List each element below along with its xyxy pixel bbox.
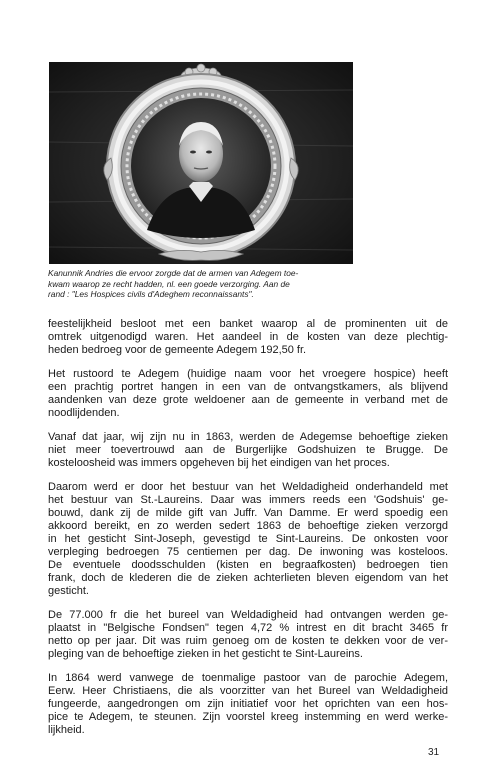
text-line: niet meer toevertrouwd aan de Burgerlijke Godshuizen te Brugge. De [48, 444, 448, 456]
text-line: verpleging bedroegen 75 centiemen per dag. De inwoning was kosteloos. [48, 546, 448, 558]
text-line: frank, doch de klederen die de zieken achterlieten bleven eigendom van het [48, 572, 448, 584]
text-line: De eventuele doodsschulden (kisten en begraafkosten) bedroegen tien [48, 559, 448, 571]
text-line: Vanaf dat jaar, wij zijn nu in 1863, werden de Adegemse behoeftige zieken [48, 431, 448, 443]
portrait-photo [49, 62, 353, 264]
paragraph [48, 431, 448, 470]
text-line: Eerw. Heer Christiaens, die als voorzitter van het Bureel van Weldadigheid [48, 685, 448, 697]
text-line: plaatst in "Belgische Fondsen" tegen 4,72 % intrest en dit bracht 3465 fr [48, 622, 448, 634]
text-line: feestelijkheid besloot met een banket waarop al de prominenten uit de [48, 318, 448, 330]
text-line: Het rustoord te Adegem (huidige naam voor het vroegere hospice) heeft [48, 368, 448, 380]
text-line: In 1864 werd vanwege de toenmalige pastoor van de parochie Adegem, [48, 672, 448, 684]
text-line: aandenken van deze grote weldoener aan de gemeente in verband met de [48, 394, 448, 406]
photo-caption [48, 268, 354, 300]
text-line: lijkheid. [48, 724, 85, 736]
text-line: gesticht. [48, 585, 89, 597]
text-line: kosteloosheid was immers opgeheven bij het eindigen van het proces. [48, 457, 390, 469]
caption-line: rand : "Les Hospices civils d'Adeghem reconnaissants". [48, 289, 254, 300]
caption-line: Kanunnik Andries die ervoor zorgde dat de armen van Adegem toe- [48, 268, 299, 278]
page-number: 31 [428, 747, 440, 758]
text-line: Daarom werd er door het bestuur van het Weldadigheid onderhandeld met [48, 481, 448, 493]
paragraph [48, 672, 448, 737]
text-line: noodlijdenden. [48, 407, 120, 419]
paragraph [48, 318, 448, 357]
paragraph [48, 609, 448, 661]
caption-line: kwam waarop ze recht hadden, nl. een goede verzorging. Aan de [48, 278, 290, 289]
text-line: omtrek uitgenodigd waren. Het aandeel in de kosten van deze plechtig- [48, 331, 448, 343]
text-line: netto op per jaar. Dit was ruim genoeg om de kosten te dekken voor de ver- [48, 635, 448, 647]
text-line: het bestuur van St.-Laureins. Daar was immers reeds een 'Godshuis' ge- [48, 494, 448, 506]
text-line: akkoord bereikt, en zo werden sedert 1863 de behoeftige zieken verzorgd [48, 520, 448, 532]
body-text [48, 318, 448, 748]
portrait-photo-icon [49, 62, 353, 264]
text-line: een prachtig portret hangen in een van de ontvangstkamers, als blijvend [48, 381, 448, 393]
text-line: pice te Adegem, te steunen. Zijn voorstel kreeg instemming en werd werke- [48, 711, 448, 723]
text-line: pleging van de behoeftige zieken in het gesticht te Sint-Laureins. [48, 648, 363, 660]
text-line: bouwd, dank zij de milde gift van Juffr. Van Damme. Er werd spoedig een [48, 507, 448, 519]
text-line: in het gesticht Sint-Joseph, gevestigd te Sint-Laureins. De onkosten voor [48, 533, 448, 545]
text-line: De 77.000 fr die het bureel van Weldadigheid had ontvangen werden ge- [48, 609, 448, 621]
paragraph [48, 481, 448, 598]
text-line: heden bedroeg voor de gemeente Adegem 192,50 fr. [48, 344, 307, 356]
text-line: fungeerde, aangedrongen om zijn initiatief voor het oprichten van een hos- [48, 698, 448, 710]
paragraph [48, 368, 448, 420]
